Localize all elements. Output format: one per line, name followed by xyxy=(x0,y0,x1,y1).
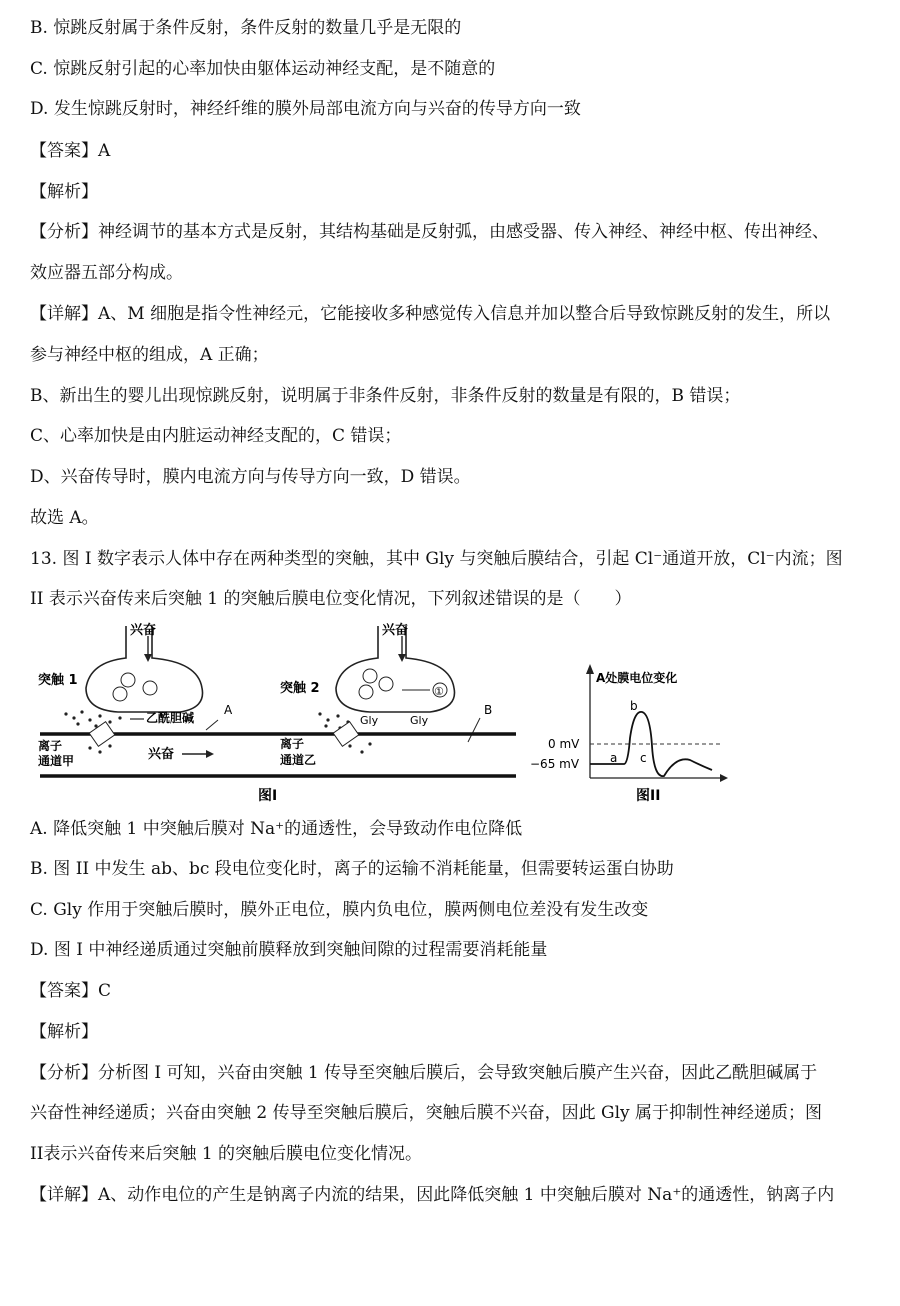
conduction-arrowhead xyxy=(206,750,214,758)
ach-label: 乙酰胆碱 xyxy=(146,711,195,725)
point-b-pointer xyxy=(468,718,480,742)
potential-curve xyxy=(590,712,712,776)
ion-channel-a-label-2: 通道甲 xyxy=(38,754,75,768)
ion-channel-b xyxy=(333,722,359,747)
figure-2-caption: 图II xyxy=(636,788,661,804)
x-axis-arrow xyxy=(720,774,728,782)
rest-mv-label: −65 mV xyxy=(530,757,580,771)
detail-prev-3: B、新出生的婴儿出现惊跳反射，说明属于非条件反射，非条件反射的数量是有限的，B 错误； xyxy=(30,386,741,406)
graph-title: A处膜电位变化 xyxy=(596,671,678,685)
synapse-2-label: 突触 2 xyxy=(280,681,320,696)
option-d: D. 图 I 中神经递质通过突触前膜释放到突触间隙的过程需要消耗能量 xyxy=(30,940,548,960)
vesicle xyxy=(143,681,157,695)
analysis-heading: 【解析】 xyxy=(30,1022,98,1042)
figure-1-caption: 图I xyxy=(258,788,278,804)
option-d-prev: D. 发生惊跳反射时，神经纤维的膜外局部电流方向与兴奋的传导方向一致 xyxy=(30,99,581,119)
y-axis-arrow xyxy=(586,664,594,674)
point-a-mark: a xyxy=(610,751,618,765)
question-13-figure xyxy=(30,618,730,810)
ion-channel-a-label-1: 离子 xyxy=(38,739,63,753)
vesicle xyxy=(379,677,393,691)
stim-arrowhead-2 xyxy=(398,654,406,662)
presynaptic-terminal-1 xyxy=(86,626,203,712)
synapse-1-label: 突触 1 xyxy=(38,673,78,688)
vesicle xyxy=(113,687,127,701)
detail-1: 【详解】A、动作电位的产生是钠离子内流的结果，因此降低突触 1 中突触后膜对 Na⁺的通透性，钠离子内 xyxy=(30,1185,835,1205)
option-b-prev: B. 惊跳反射属于条件反射，条件反射的数量几乎是无限的 xyxy=(30,18,462,38)
option-b: B. 图 II 中发生 ab、bc 段电位变化时，离子的运输不消耗能量，但需要转运蛋白协助 xyxy=(30,859,674,879)
question-13-line1: 13. 图 I 数字表示人体中存在两种类型的突触，其中 Gly 与突触后膜结合，引起 Cl⁻通道开放，Cl⁻内流；图 xyxy=(30,549,843,569)
point-c-mark: c xyxy=(640,751,647,765)
question-13-line2: II 表示兴奋传来后突触 1 的突触后膜电位变化情况，下列叙述错误的是（ ） xyxy=(30,589,632,609)
point-b-mark: b xyxy=(630,699,638,713)
option-c: C. Gly 作用于突触后膜时，膜外正电位，膜内负电位，膜两侧电位差没有发生改变 xyxy=(30,900,649,920)
analysis-1: 【分析】分析图 I 可知，兴奋由突触 1 传导至突触后膜后，会导致突触后膜产生兴奋，因此乙酰胆碱属于 xyxy=(30,1063,818,1083)
presynaptic-terminal-2 xyxy=(336,626,455,712)
point-b-label: B xyxy=(484,703,493,717)
point-a-pointer xyxy=(206,720,218,730)
analysis-3: II表示兴奋传来后突触 1 的突触后膜电位变化情况。 xyxy=(30,1144,423,1164)
vesicle xyxy=(359,685,373,699)
detail-prev-4: C、心率加快是由内脏运动神经支配的，C 错误； xyxy=(30,426,402,446)
detail-prev-1: 【详解】A、M 细胞是指令性神经元，它能接收多种感觉传入信息并加以整合后导致惊跳反射的发生，所以 xyxy=(30,304,831,324)
detail-prev-5: D、兴奋传导时，膜内电流方向与传导方向一致，D 错误。 xyxy=(30,467,471,487)
ion-channel-b-label-2: 通道乙 xyxy=(280,753,317,767)
gly-label-2: Gly xyxy=(410,714,429,727)
vesicle xyxy=(121,673,135,687)
point-a-label: A xyxy=(224,703,233,717)
analysis-prev-1: 【分析】神经调节的基本方式是反射，其结构基础是反射弧，由感受器、传入神经、神经中枢、传出神经、 xyxy=(30,222,829,242)
stim-label-1: 兴奋 xyxy=(130,623,157,638)
conclusion-prev: 故选 A。 xyxy=(30,508,99,528)
gly-label-1: Gly xyxy=(360,714,379,727)
ion-channel-b-label-1: 离子 xyxy=(280,737,305,751)
stim-arrowhead-1 xyxy=(144,654,152,662)
marker-1-label: ① xyxy=(434,685,444,698)
conduction-label: 兴奋 xyxy=(148,747,175,762)
ion-channel-a xyxy=(89,722,115,747)
option-c-prev: C. 惊跳反射引起的心率加快由躯体运动神经支配，是不随意的 xyxy=(30,59,496,79)
option-a: A. 降低突触 1 中突触后膜对 Na⁺的通透性，会导致动作电位降低 xyxy=(30,819,523,839)
vesicle xyxy=(363,669,377,683)
analysis-2: 兴奋性神经递质；兴奋由突触 2 传导至突触后膜后，突触后膜不兴奋，因此 Gly 属于抑制性神经递质；图 xyxy=(30,1103,823,1123)
detail-prev-2: 参与神经中枢的组成，A 正确； xyxy=(30,345,269,365)
answer-prev: 【答案】A xyxy=(30,141,111,161)
answer: 【答案】C xyxy=(30,981,112,1001)
figure-svg xyxy=(30,618,730,810)
analysis-heading-prev: 【解析】 xyxy=(30,182,98,202)
analysis-prev-2: 效应器五部分构成。 xyxy=(30,263,183,283)
zero-mv-label: 0 mV xyxy=(548,737,580,751)
stim-label-2: 兴奋 xyxy=(382,623,409,638)
